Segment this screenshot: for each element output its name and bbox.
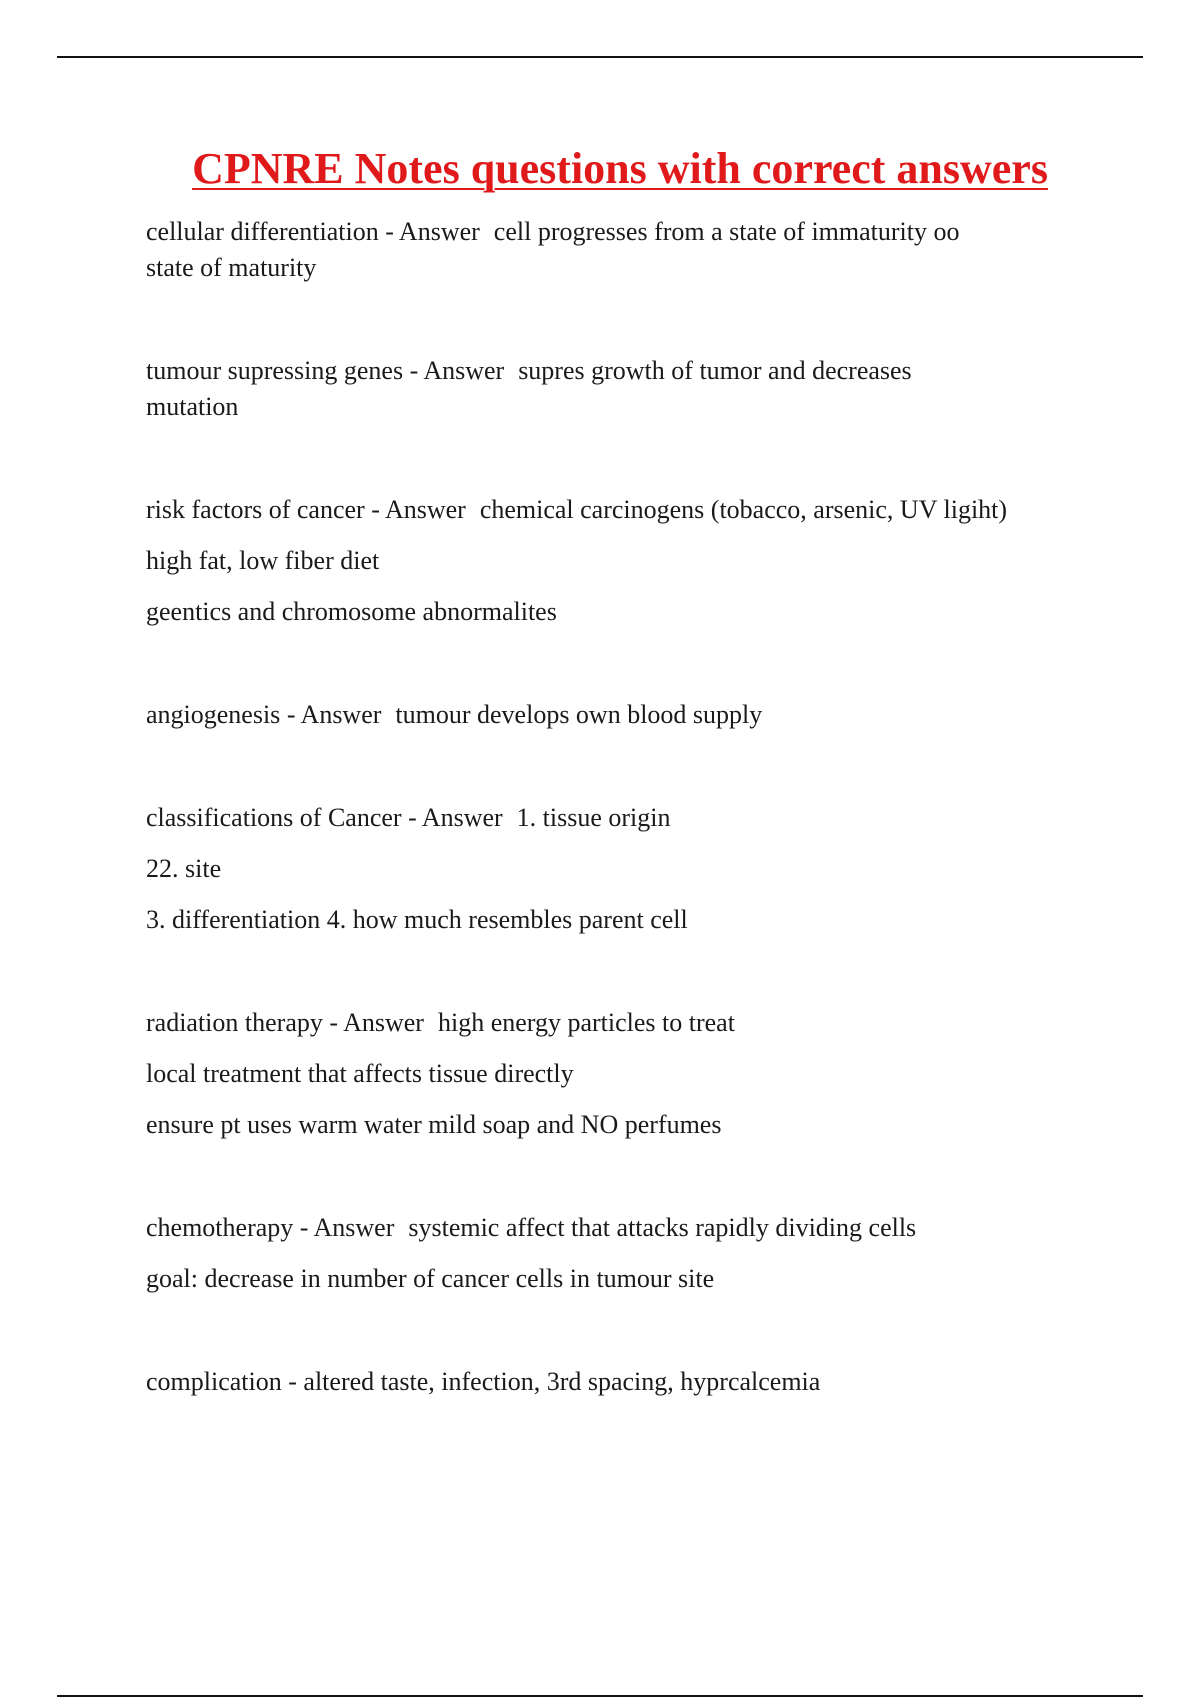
qa-line bbox=[146, 492, 1106, 528]
bottom-rule bbox=[57, 1695, 1143, 1697]
qa-answer: cell progresses from a state of immaturity oo bbox=[493, 217, 960, 246]
qa-line bbox=[146, 1210, 1106, 1246]
qa-entry-chemotherapy bbox=[146, 1210, 1106, 1297]
qa-answer: 1. tissue origin bbox=[516, 803, 671, 832]
qa-term: classifications of Cancer bbox=[146, 803, 402, 832]
qa-separator: - Answer bbox=[385, 217, 480, 246]
qa-separator: - Answer bbox=[409, 356, 505, 385]
qa-answer-line: goal: decrease in number of cancer cells in tumour site bbox=[146, 1264, 715, 1293]
qa-entry-risk-factors bbox=[146, 492, 1106, 630]
qa-answer-line: mutation bbox=[146, 392, 239, 421]
qa-answer: systemic affect that attacks rapidly dividing cells bbox=[408, 1213, 917, 1242]
qa-line bbox=[146, 697, 1106, 733]
qa-line bbox=[146, 800, 1106, 836]
qa-separator: - bbox=[288, 1367, 297, 1396]
qa-term: angiogenesis bbox=[146, 700, 281, 729]
qa-answer: chemical carcinogens (tobacco, arsenic, UV ligiht) bbox=[479, 495, 1008, 524]
qa-answer-line: local treatment that affects tissue directly bbox=[146, 1059, 574, 1088]
top-rule bbox=[57, 56, 1143, 58]
qa-separator: - Answer bbox=[371, 495, 466, 524]
qa-separator: - Answer bbox=[286, 700, 382, 729]
qa-answer-line: 22. site bbox=[146, 854, 222, 883]
qa-answer-line: 3. differentiation 4. how much resembles parent cell bbox=[146, 905, 688, 934]
qa-term: chemotherapy bbox=[146, 1213, 294, 1242]
qa-entry-radiation-therapy bbox=[146, 1005, 1106, 1143]
qa-answer: high energy particles to treat bbox=[437, 1008, 735, 1037]
qa-term: cellular differentiation bbox=[146, 217, 379, 246]
qa-answer: altered taste, infection, 3rd spacing, hyprcalcemia bbox=[303, 1367, 821, 1396]
qa-separator: - Answer bbox=[329, 1008, 424, 1037]
qa-entry-cellular-differentiation bbox=[146, 214, 1106, 286]
qa-entry-classifications bbox=[146, 800, 1106, 938]
qa-line bbox=[146, 1005, 1106, 1041]
qa-answer-line: high fat, low fiber diet bbox=[146, 546, 380, 575]
qa-separator: - Answer bbox=[408, 803, 503, 832]
qa-answer: tumour develops own blood supply bbox=[395, 700, 763, 729]
document-title: CPNRE Notes questions with correct answers bbox=[192, 144, 1048, 193]
qa-answer-line: geentics and chromosome abnormalites bbox=[146, 597, 557, 626]
qa-answer-line: ensure pt uses warm water mild soap and NO perfumes bbox=[146, 1110, 722, 1139]
qa-entry-tumour-supressing-genes bbox=[146, 353, 1106, 425]
qa-line bbox=[146, 214, 1106, 250]
qa-entry-complication bbox=[146, 1364, 1106, 1400]
qa-answer-line: state of maturity bbox=[146, 253, 317, 282]
qa-line bbox=[146, 1364, 1106, 1400]
qa-line bbox=[146, 353, 1106, 389]
qa-separator: - Answer bbox=[299, 1213, 395, 1242]
qa-term: complication bbox=[146, 1367, 282, 1396]
qa-term: radiation therapy bbox=[146, 1008, 323, 1037]
qa-list bbox=[146, 214, 1106, 1467]
qa-answer: supres growth of tumor and decreases bbox=[518, 356, 912, 385]
qa-term: tumour supressing genes bbox=[146, 356, 404, 385]
qa-entry-angiogenesis bbox=[146, 697, 1106, 733]
qa-term: risk factors of cancer bbox=[146, 495, 365, 524]
